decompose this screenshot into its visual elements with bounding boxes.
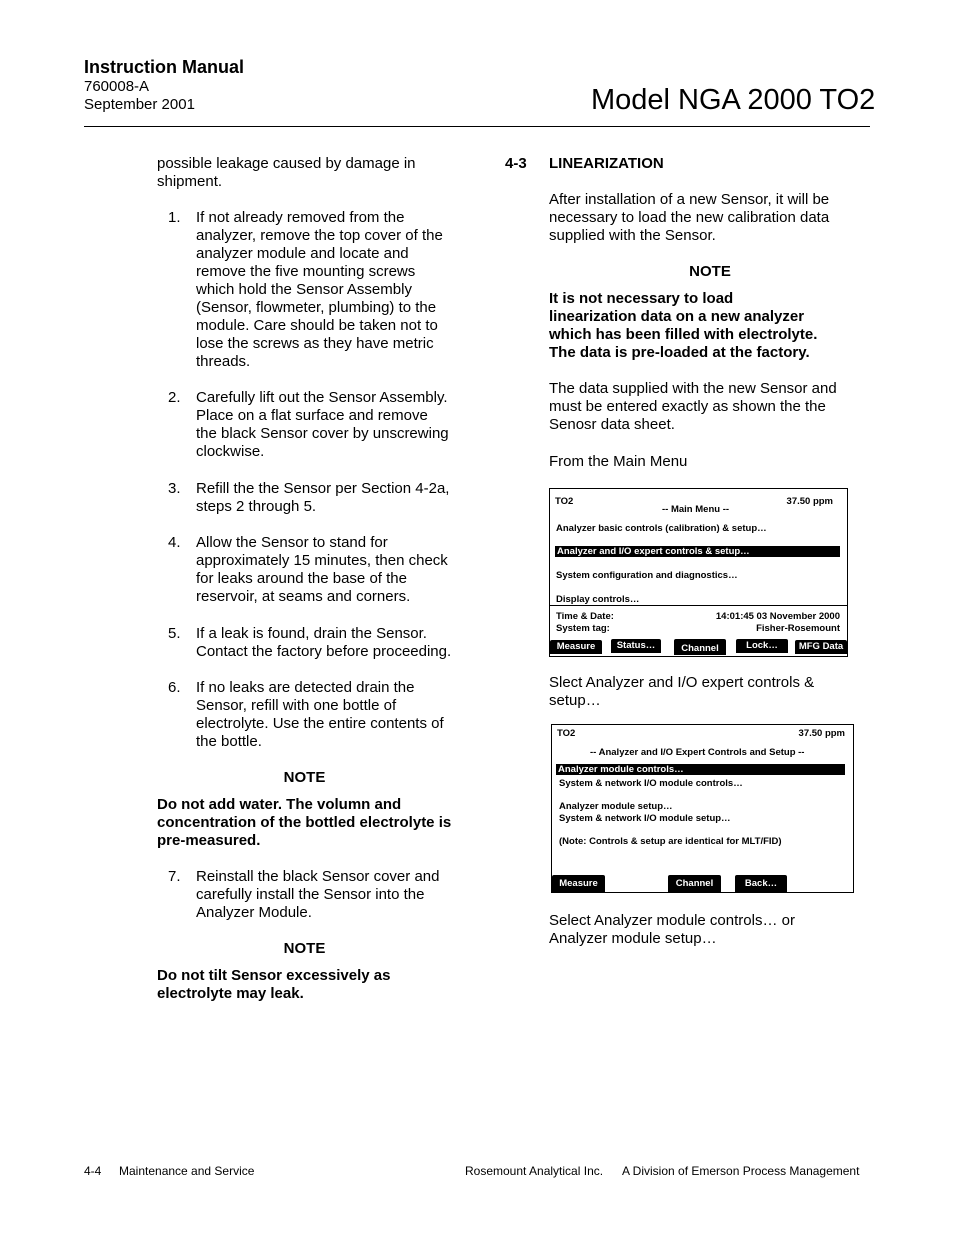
tag-value: Fisher-Rosemount (756, 623, 840, 634)
intro-paragraph: possible leakage caused by damage in shipment. (157, 155, 416, 190)
step-number: 1. (168, 209, 181, 226)
left-column (157, 155, 452, 1003)
note-preloaded: It is not necessary to load linearization data on a new analyzer which has been filled with electrolyte. The data is pre-loaded at the factory. (549, 290, 818, 361)
softkey-back[interactable]: Back… (735, 875, 787, 892)
right-column (549, 155, 871, 471)
softkey-status[interactable]: Status… (611, 639, 661, 653)
step-number: 6. (168, 679, 181, 696)
menu-item-expert-controls[interactable]: Analyzer and I/O expert controls & setup… (555, 546, 840, 557)
softkey-channel[interactable]: Channel (674, 639, 726, 655)
time-label: Time & Date: (556, 611, 614, 622)
step-text: Allow the Sensor to stand for approximately 15 minutes, then check for leaks around the base of the reservoir, at seams and corners. (196, 534, 448, 605)
menu-item-basic-controls[interactable]: Analyzer basic controls (calibration) & setup… (556, 523, 767, 534)
step-1 (157, 209, 452, 371)
menu-item-display-controls[interactable]: Display controls… (556, 594, 640, 605)
softkey-lock[interactable]: Lock… (736, 639, 788, 653)
menu-item-system-config[interactable]: System configuration and diagnostics… (556, 570, 738, 581)
step-text: If not already removed from the analyzer, remove the top cover of the analyzer module and locate and remove the five mounting screws which hold the Sensor Assembly (Sensor, flowmeter, plumbing) to the module. Care should be taken not to lose the screws as they have metric threads. (196, 209, 443, 370)
menu-item-module-controls[interactable]: Analyzer module controls… (556, 764, 845, 775)
step-number: 4. (168, 534, 181, 551)
model-title: Model NGA 2000 TO2 (591, 84, 876, 116)
tag-label: System tag: (556, 623, 610, 634)
step-text: Reinstall the black Sensor cover and carefully install the Sensor into the Analyzer Module. (196, 868, 440, 921)
step-number: 2. (168, 389, 181, 406)
step-3 (157, 480, 452, 516)
step-text: If no leaks are detected drain the Sensor, refill with one bottle of electrolyte. Use the entire contents of the bottle. (196, 679, 444, 750)
screen-divider (550, 605, 847, 606)
screen-title: -- Analyzer and I/O Expert Controls and Setup -- (590, 747, 805, 758)
step-number: 7. (168, 868, 181, 885)
select-module-instruction: Select Analyzer module controls… or Analyzer module setup… (549, 912, 795, 947)
footer-section: Maintenance and Service (119, 1164, 255, 1178)
manual-title: Instruction Manual (84, 57, 245, 77)
step-number: 3. (168, 480, 181, 497)
screen-reading: 37.50 ppm (798, 728, 845, 739)
expert-controls-screen (551, 724, 854, 893)
time-value: 14:01:45 03 November 2000 (715, 611, 840, 622)
note-tilt: Do not tilt Sensor excessively as electrolyte may leak. (157, 967, 391, 1002)
header-divider (84, 126, 870, 127)
step-6 (157, 679, 452, 751)
step-text: Refill the the Sensor per Section 4-2a, steps 2 through 5. (196, 480, 450, 515)
softkey-measure[interactable]: Measure (552, 875, 605, 892)
document-date: September 2001 (84, 96, 195, 113)
select-expert-instruction: Slect Analyzer and I/O expert controls & setup… (549, 674, 815, 709)
note-water: Do not add water. The volumn and concentration of the bottled electrolyte is pre-measured. (157, 796, 452, 849)
step-4 (157, 534, 452, 606)
note-label: NOTE (283, 769, 326, 786)
softkey-mfg-data[interactable]: MFG Data (795, 640, 847, 654)
step-5 (157, 625, 452, 661)
footer-division: A Division of Emerson Process Management (622, 1164, 860, 1178)
step-7 (157, 868, 452, 922)
step-text: If a leak is found, drain the Sensor. Contact the factory before proceeding. (196, 625, 452, 660)
data-instruction: The data supplied with the new Sensor and must be entered exactly as shown the the Senosr data sheet. (549, 380, 837, 433)
section-number: 4-3 (505, 155, 527, 172)
document-number: 760008-A (84, 78, 150, 95)
note-label: NOTE (689, 263, 731, 280)
from-main-menu: From the Main Menu (549, 453, 688, 470)
screen-channel-id: TO2 (557, 728, 576, 739)
screen-title: -- Main Menu -- (662, 504, 730, 515)
note-label: NOTE (283, 940, 326, 957)
step-number: 5. (168, 625, 181, 642)
menu-item-network-controls[interactable]: System & network I/O module controls… (559, 778, 743, 789)
screen-note: (Note: Controls & setup are identical for MLT/FID) (559, 836, 782, 847)
menu-item-module-setup[interactable]: Analyzer module setup… (559, 801, 673, 812)
softkey-channel[interactable]: Channel (668, 875, 721, 892)
linearization-intro: After installation of a new Sensor, it will be necessary to load the new calibration data supplied with the Sensor. (549, 191, 830, 244)
screen-channel-id: TO2 (555, 496, 574, 507)
footer-page-number: 4-4 (84, 1164, 102, 1178)
footer-company: Rosemount Analytical Inc. (465, 1164, 604, 1178)
main-menu-screen (549, 488, 848, 657)
step-text: Carefully lift out the Sensor Assembly. Place on a flat surface and remove the black Sensor cover by unscrewing clockwise. (196, 389, 449, 460)
section-title: LINEARIZATION (549, 155, 664, 172)
menu-item-network-setup[interactable]: System & network I/O module setup… (559, 813, 731, 824)
softkey-measure[interactable]: Measure (550, 640, 602, 654)
screen-reading: 37.50 ppm (786, 496, 833, 507)
step-2 (157, 389, 452, 461)
